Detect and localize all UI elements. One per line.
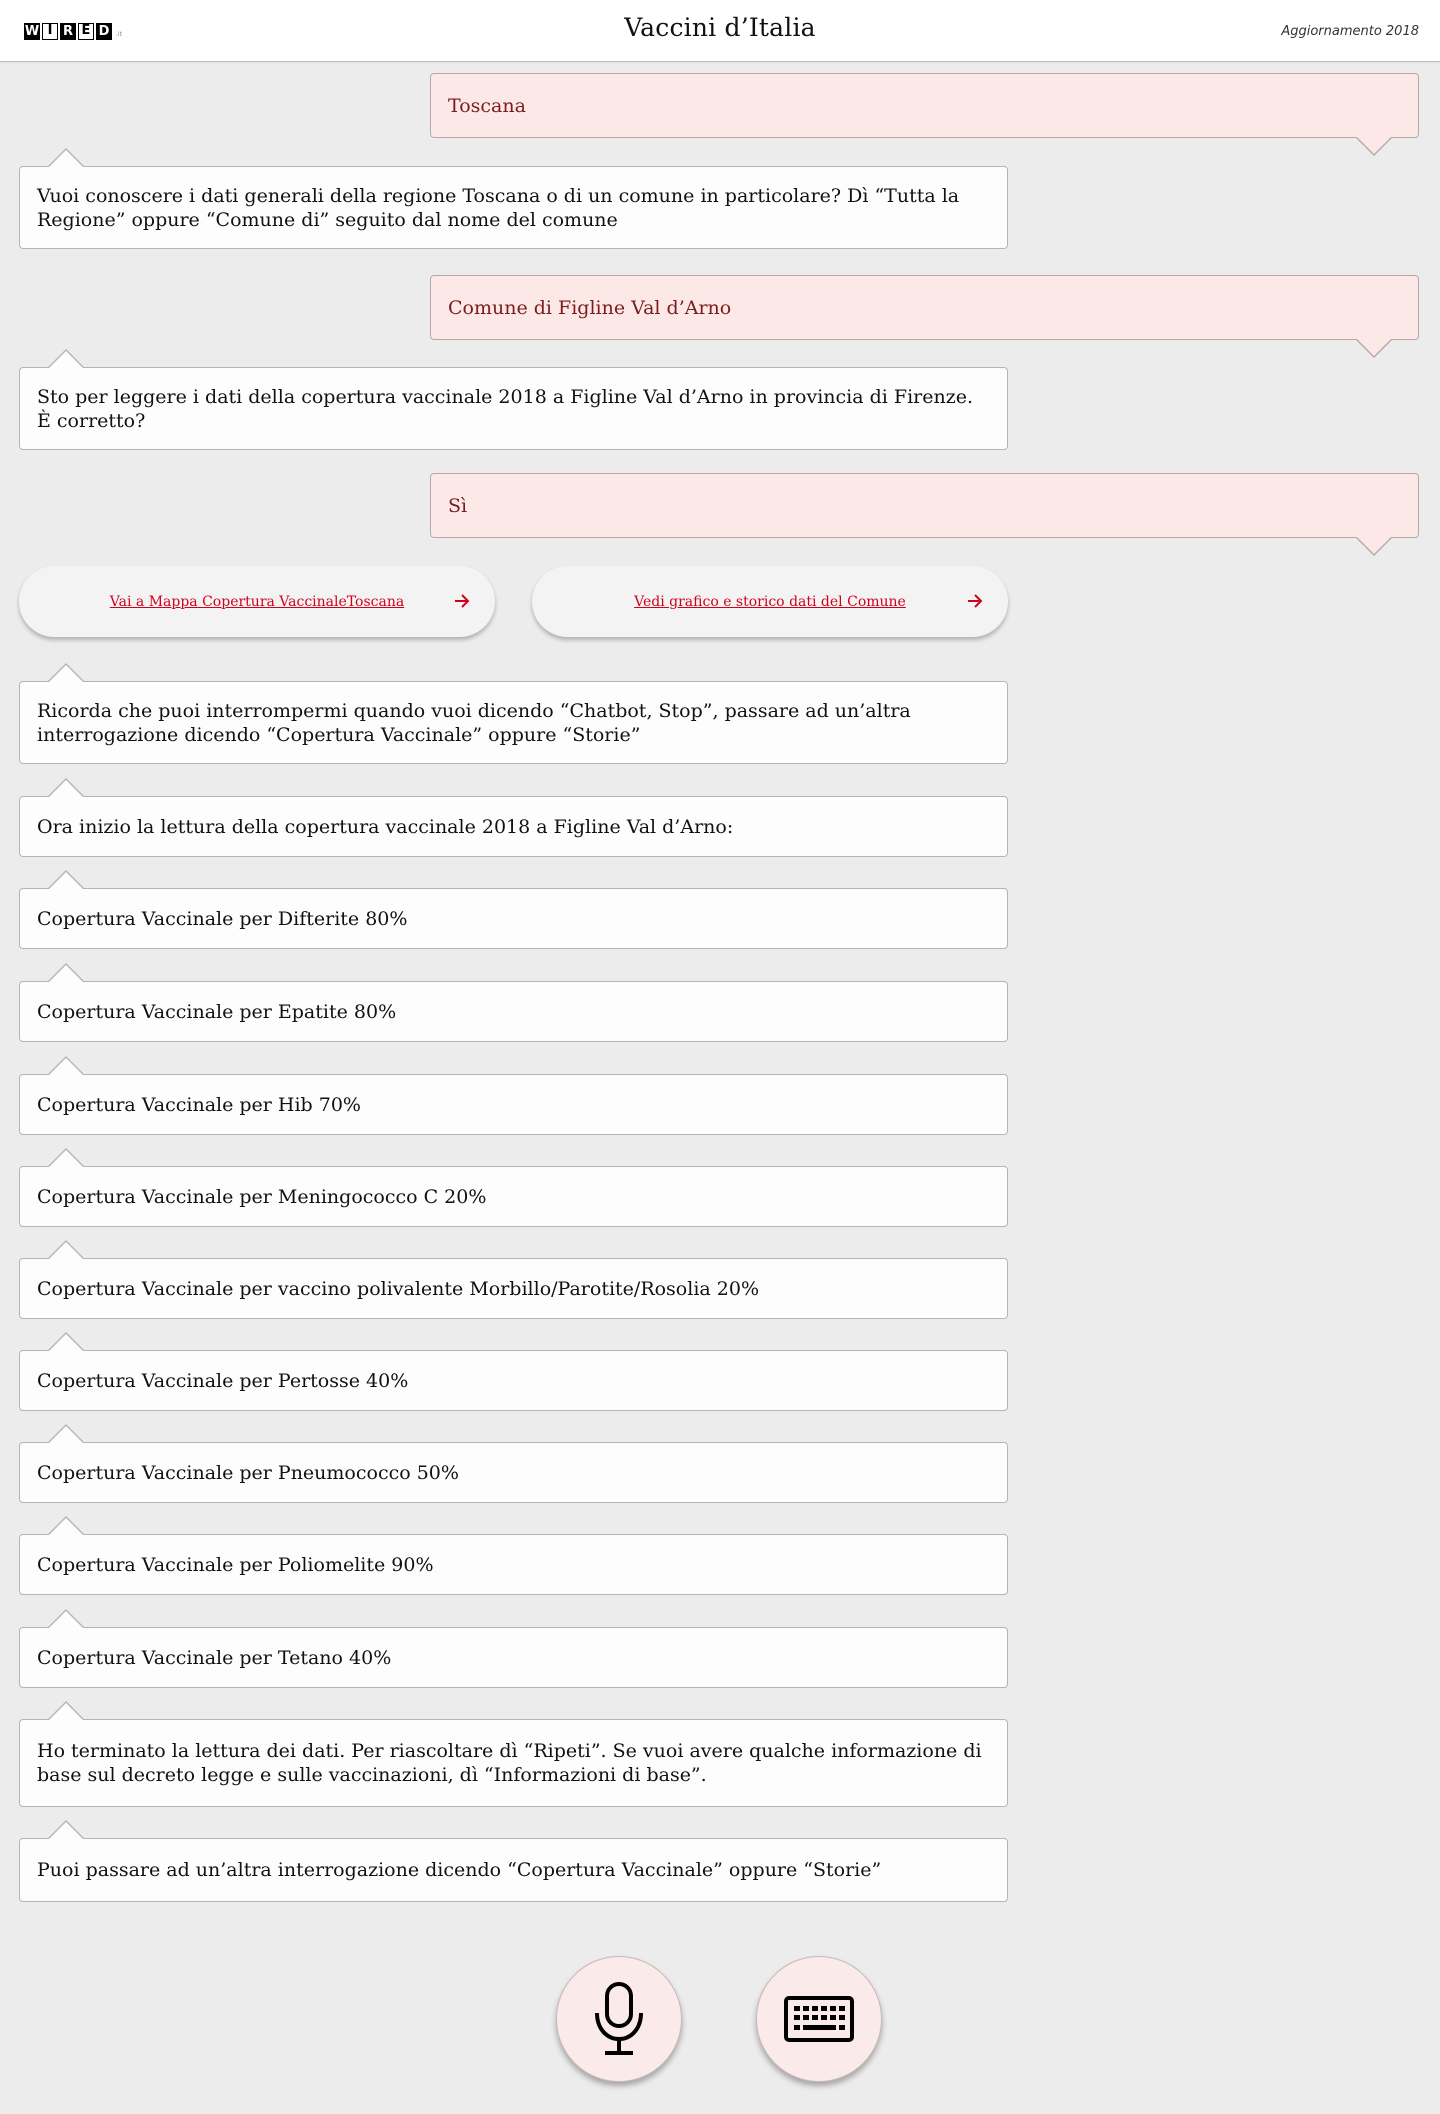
user-message: [430, 275, 1419, 340]
chart-link-button[interactable]: [532, 566, 1008, 637]
coverage-text: Copertura Vaccinale per Poliomelite 90%: [37, 1553, 434, 1576]
user-message: [430, 73, 1419, 138]
bot-message: [19, 1838, 1008, 1902]
coverage-text: Copertura Vaccinale per Meningococco C 20%: [37, 1185, 487, 1208]
chart-link-label[interactable]: Vedi grafico e storico dati del Comune: [634, 593, 906, 610]
page-title: Vaccini d’Italia: [624, 13, 816, 42]
microphone-icon: [591, 1981, 647, 2057]
coverage-text: Copertura Vaccinale per Tetano 40%: [37, 1646, 392, 1669]
bot-message: [19, 796, 1008, 857]
user-message-text: Comune di Figline Val d’Arno: [448, 296, 732, 319]
coverage-text: Copertura Vaccinale per Pertosse 40%: [37, 1369, 409, 1392]
map-link-label[interactable]: Vai a Mappa Copertura VaccinaleToscana: [109, 593, 405, 610]
keyboard-icon: [783, 1995, 855, 2043]
coverage-text: Copertura Vaccinale per Difterite 80%: [37, 907, 408, 930]
bot-message-text: Vuoi conoscere i dati generali della regione Toscana o di un comune in particolare? Dì “Tutta la Regione” oppure “Comune di” seguito dal nome del comune: [37, 184, 960, 231]
bot-message: [19, 367, 1008, 450]
user-message-text: Sì: [448, 494, 468, 517]
bot-message-text: Ora inizio la lettura della copertura vaccinale 2018 a Figline Val d’Arno:: [37, 815, 734, 838]
bot-message: [19, 681, 1008, 764]
coverage-message: [19, 888, 1008, 949]
bot-message: [19, 1719, 1008, 1807]
map-link-button[interactable]: [19, 566, 495, 637]
coverage-text: Copertura Vaccinale per Pneumococco 50%: [37, 1461, 459, 1484]
coverage-message: [19, 1074, 1008, 1135]
coverage-text: Copertura Vaccinale per Epatite 80%: [37, 1000, 397, 1023]
coverage-message: [19, 1442, 1008, 1503]
coverage-message: [19, 1258, 1008, 1319]
bot-message-text: Sto per leggere i dati della copertura vaccinale 2018 a Figline Val d’Arno in provincia di Firenze. È corretto?: [37, 385, 974, 432]
bot-message-text: Ricorda che puoi interrompermi quando vuoi dicendo “Chatbot, Stop”, passare ad un’altra interrogazione dicendo “Copertura Vaccinale” oppure “Storie”: [37, 699, 911, 746]
arrow-right-icon: [453, 592, 471, 610]
microphone-button[interactable]: [556, 1956, 682, 2082]
bot-message-text: Puoi passare ad un’altra interrogazione dicendo “Copertura Vaccinale” oppure “Storie”: [37, 1859, 882, 1881]
bot-message-text: Ho terminato la lettura dei dati. Per riascoltare dì “Ripeti”. Se vuoi avere qualche informazione di base sul decreto legge e sulle vaccinazioni, dì “Informazioni di base”.: [37, 1740, 982, 1786]
coverage-message: [19, 1166, 1008, 1227]
arrow-right-icon: [966, 592, 984, 610]
bot-message: [19, 166, 1008, 249]
coverage-text: Copertura Vaccinale per vaccino polivalente Morbillo/Parotite/Rosolia 20%: [37, 1277, 759, 1300]
app-header: [0, 0, 1440, 62]
user-message: [430, 473, 1419, 538]
coverage-message: [19, 1534, 1008, 1595]
coverage-message: [19, 1627, 1008, 1688]
wired-logo[interactable]: W I R E D .it: [24, 23, 122, 39]
keyboard-button[interactable]: [756, 1956, 882, 2082]
user-message-text: Toscana: [448, 94, 526, 117]
coverage-message: [19, 981, 1008, 1042]
coverage-text: Copertura Vaccinale per Hib 70%: [37, 1093, 361, 1116]
coverage-message: [19, 1350, 1008, 1411]
update-label: Aggiornamento 2018: [1281, 24, 1419, 39]
